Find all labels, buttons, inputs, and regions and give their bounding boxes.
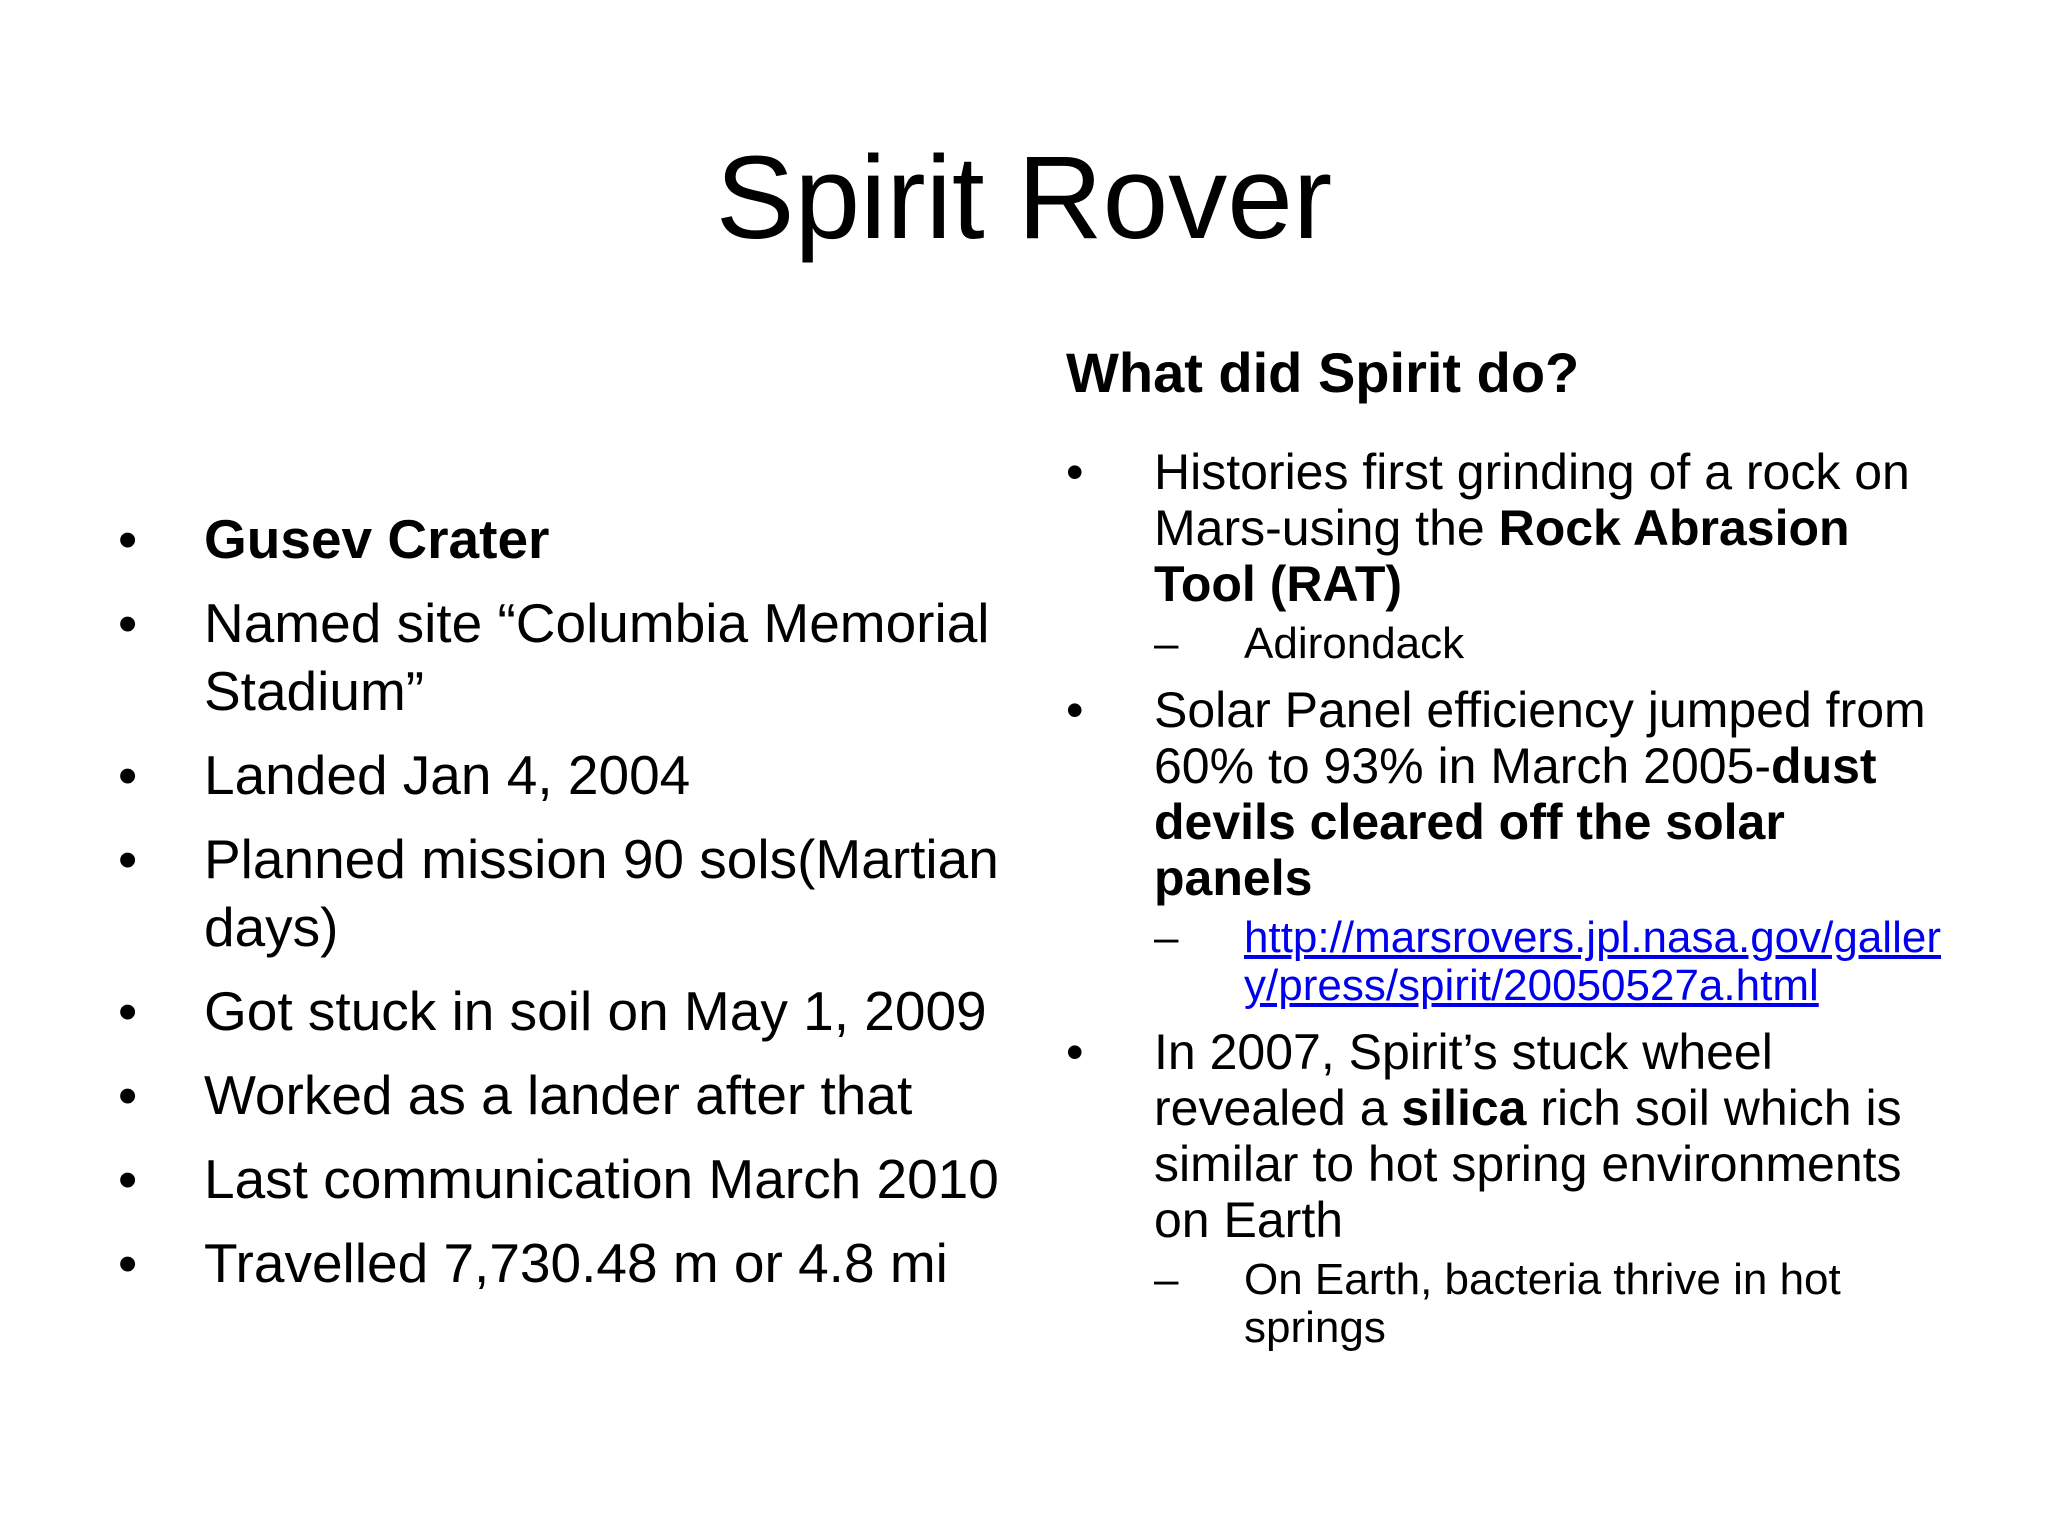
sub-list-item bbox=[1154, 914, 1946, 1010]
list-item bbox=[118, 1145, 1018, 1213]
list-item bbox=[118, 741, 1018, 809]
list-item bbox=[118, 1061, 1018, 1129]
sub-list bbox=[1154, 914, 1946, 1010]
bullet-icon: • bbox=[118, 828, 138, 890]
bullet-text-post: rich soil which is similar to hot spring environments on Earth bbox=[1154, 1080, 1902, 1248]
bullet-text-bold: silica bbox=[1401, 1080, 1527, 1136]
sub-item-text: On Earth, bacteria thrive in hot springs bbox=[1244, 1255, 1841, 1352]
bullet-text: Solar Panel efficiency jumped from 60% to 93% in March 2005- bbox=[1154, 682, 1926, 794]
list-item bbox=[118, 825, 1018, 961]
bullet-icon: • bbox=[118, 1064, 138, 1126]
dash-icon: – bbox=[1154, 913, 1179, 962]
bullet-text: Last communication March 2010 bbox=[204, 1148, 999, 1210]
right-heading: What did Spirit do? bbox=[1066, 341, 1580, 404]
bullet-icon: • bbox=[118, 1148, 138, 1210]
bullet-icon: • bbox=[118, 744, 138, 806]
left-column bbox=[118, 505, 1018, 1313]
list-item bbox=[1066, 444, 1946, 668]
dash-icon: – bbox=[1154, 1255, 1179, 1304]
bullet-icon: • bbox=[1066, 444, 1084, 500]
bullet-icon: • bbox=[118, 1232, 138, 1294]
bullet-text: Travelled 7,730.48 m or 4.8 mi bbox=[204, 1232, 948, 1294]
bullet-text: Histories first grinding of a rock on Mars-using the bbox=[1154, 444, 1910, 556]
bullet-text: Landed Jan 4, 2004 bbox=[204, 744, 691, 806]
bullet-text: Worked as a lander after that bbox=[204, 1064, 913, 1126]
list-item bbox=[118, 977, 1018, 1045]
bullet-text-bold: dust devils cleared off the solar panels bbox=[1154, 738, 1877, 906]
bullet-text: Planned mission 90 sols(Martian days) bbox=[204, 828, 999, 958]
right-column bbox=[1066, 338, 1946, 1366]
slide-title: Spirit Rover bbox=[715, 132, 1333, 264]
sub-list-item bbox=[1154, 1256, 1946, 1352]
bullet-text: Gusev Crater bbox=[204, 508, 550, 570]
sub-list bbox=[1154, 1256, 1946, 1352]
list-item bbox=[118, 1229, 1018, 1297]
bullet-icon: • bbox=[118, 980, 138, 1042]
list-item bbox=[1066, 1024, 1946, 1352]
bullet-icon: • bbox=[1066, 1024, 1084, 1080]
list-item bbox=[1066, 682, 1946, 1010]
bullet-icon: • bbox=[1066, 682, 1084, 738]
list-item bbox=[118, 589, 1018, 725]
sub-item-text: Adirondack bbox=[1244, 619, 1465, 668]
bullet-icon: • bbox=[118, 508, 138, 570]
bullet-text: Named site “Columbia Memorial Stadium” bbox=[204, 592, 990, 722]
bullet-icon: • bbox=[118, 592, 138, 654]
dash-icon: – bbox=[1154, 619, 1179, 668]
list-item bbox=[118, 505, 1018, 573]
bullet-text-bold: Rock Abrasion Tool (RAT) bbox=[1154, 500, 1850, 612]
sub-list-item bbox=[1154, 620, 1946, 668]
bullet-text: Got stuck in soil on May 1, 2009 bbox=[204, 980, 987, 1042]
sub-list bbox=[1154, 620, 1946, 668]
gallery-link[interactable]: http://marsrovers.jpl.nasa.gov/gallery/press/spirit/20050527a.html bbox=[1244, 913, 1941, 1010]
right-bullet-list bbox=[1066, 444, 1946, 1352]
bullet-text: In 2007, Spirit’s stuck wheel revealed a bbox=[1154, 1024, 1773, 1136]
left-bullet-list bbox=[118, 505, 1018, 1297]
